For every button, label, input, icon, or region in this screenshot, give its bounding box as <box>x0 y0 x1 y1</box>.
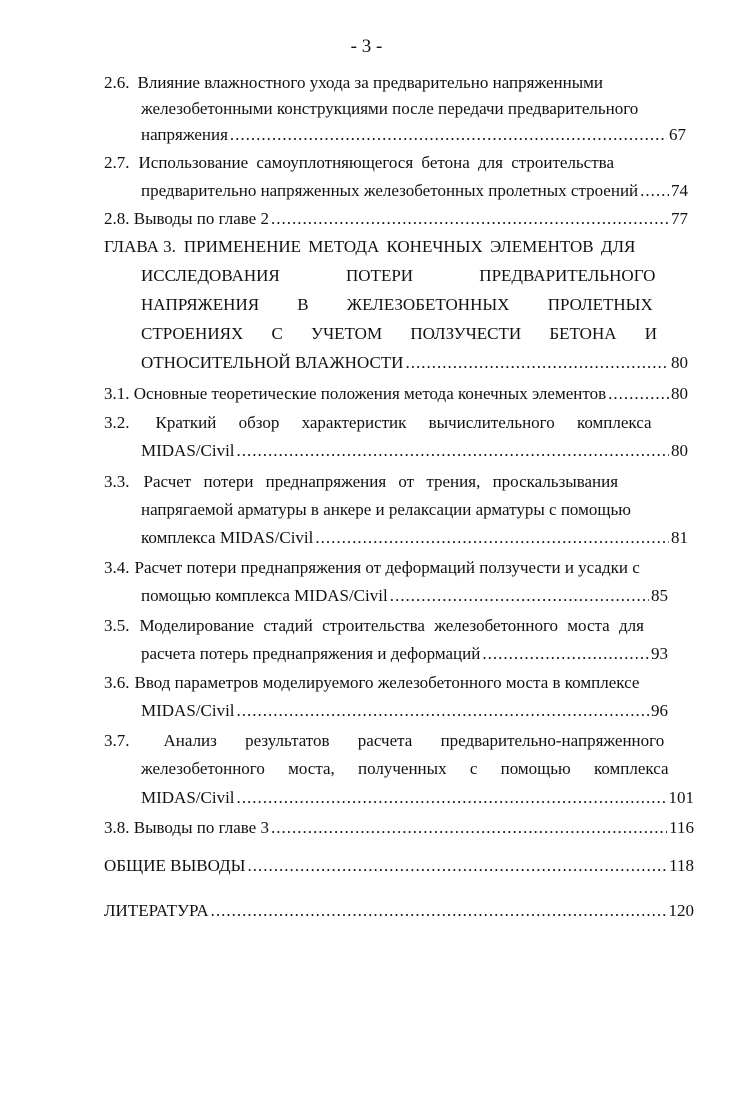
leader-dots <box>271 815 667 841</box>
leader-dots <box>640 178 669 204</box>
toc-entry-text: Анализ результатов расчета предварительно-напряженного <box>163 731 665 750</box>
toc-entry-text: напряжения <box>141 125 228 144</box>
toc-entry-3-3-line-2: напрягаемой арматуры в анкере и релаксации арматуры с помощью <box>141 500 631 519</box>
toc-entry-3-5-line-2 <box>141 641 668 667</box>
toc-entry-3-1 <box>104 381 688 407</box>
toc-entry-3-8 <box>104 815 694 841</box>
toc-entry-text: MIDAS/Civil <box>141 441 235 460</box>
toc-page-number: 118 <box>669 856 694 875</box>
toc-entry-text: Выводы по главе 3 <box>133 818 269 837</box>
toc-entry-number: 3.3. <box>104 472 130 491</box>
toc-chapter-3-line-3: НАПРЯЖЕНИЯ В ЖЕЛЕЗОБЕТОННЫХ ПРОЛЕТНЫХ <box>141 295 653 314</box>
toc-entry-text: Расчет потери преднапряжения от деформаций ползучести и усадки с <box>134 558 640 577</box>
toc-page-number: 80 <box>671 353 688 372</box>
toc-entry-text: предварительно напряженных железобетонных пролетных строений <box>141 181 639 200</box>
toc-entry-text: комплекса MIDAS/Civil <box>141 528 314 547</box>
toc-entry-2-8 <box>104 206 688 232</box>
toc-entry-text: MIDAS/Civil <box>141 701 235 720</box>
toc-entry-text: Краткий обзор характеристик вычислительного комплекса <box>155 413 652 432</box>
toc-chapter-3-line-5 <box>141 350 688 376</box>
toc-entry-number: 3.6. <box>104 673 130 692</box>
toc-entry-2-7-line-1 <box>104 150 656 176</box>
toc-entry-text: ПРИМЕНЕНИЕ МЕТОДА КОНЕЧНЫХ ЭЛЕМЕНТОВ ДЛЯ <box>183 237 636 256</box>
toc-entry-number: 3.1. <box>104 384 130 403</box>
leader-dots <box>315 525 669 551</box>
toc-entry-literature <box>104 898 694 924</box>
toc-page-number: 77 <box>671 209 688 228</box>
toc-page-number: 80 <box>671 441 688 460</box>
toc-entry-3-4-line-1 <box>104 555 664 581</box>
toc-entry-3-2-line-1 <box>104 410 656 436</box>
toc-page-number: 81 <box>671 528 688 547</box>
leader-dots <box>230 122 667 148</box>
toc-page-number: 74 <box>671 181 688 200</box>
toc-page-number: 80 <box>671 384 688 403</box>
leader-dots <box>390 583 649 609</box>
toc-entry-text: Основные теоретические положения метода конечных элементов <box>133 384 607 403</box>
toc-entry-text: ОБЩИЕ ВЫВОДЫ <box>104 856 246 875</box>
toc-entry-number: 3.2. <box>104 413 130 432</box>
toc-entry-3-7-line-2: железобетонного моста, полученных с помощью комплекса <box>141 759 669 778</box>
toc-entry-number: ГЛАВА 3. <box>104 237 176 256</box>
leader-dots <box>237 438 669 464</box>
leader-dots <box>482 641 649 667</box>
toc-entry-text: расчета потерь преднапряжения и деформаций <box>141 644 481 663</box>
toc-entry-3-3-line-1 <box>104 469 656 495</box>
toc-entry-number: 3.5. <box>104 616 130 635</box>
toc-entry-conclusions <box>104 853 694 879</box>
toc-entry-text: ОТНОСИТЕЛЬНОЙ ВЛАЖНОСТИ <box>141 353 404 372</box>
leader-dots <box>271 206 669 232</box>
toc-chapter-3-line-1 <box>104 234 656 260</box>
toc-entry-3-6-line-1 <box>104 670 664 696</box>
toc-entry-number: 2.8. <box>104 209 130 228</box>
toc-entry-3-7-line-1 <box>104 728 664 754</box>
toc-page-number: 120 <box>668 901 694 920</box>
toc-entry-text: помощью комплекса MIDAS/Civil <box>141 586 388 605</box>
toc-entry-3-3-line-3 <box>141 525 688 551</box>
toc-entry-number: 2.7. <box>104 153 130 172</box>
toc-entry-text: Использование самоуплотняющегося бетона для строительства <box>138 153 615 172</box>
toc-entry-number: 2.6. <box>104 73 130 92</box>
toc-entry-2-6-line-2: железобетонными конструкциями после передачи предварительного <box>141 99 639 118</box>
toc-chapter-3-line-4: СТРОЕНИЯХ С УЧЕТОМ ПОЛЗУЧЕСТИ БЕТОНА И <box>141 324 658 343</box>
toc-page-number: 67 <box>669 125 686 144</box>
leader-dots <box>608 381 669 407</box>
toc-entry-text: Выводы по главе 2 <box>133 209 269 228</box>
toc-entry-2-6-line-1 <box>104 70 656 96</box>
toc-page-number: 116 <box>669 818 694 837</box>
leader-dots <box>247 853 667 879</box>
leader-dots <box>211 898 667 924</box>
toc-entry-2-7-line-2 <box>141 178 688 204</box>
toc-entry-3-2-line-2 <box>141 438 688 464</box>
toc-chapter-3-line-2: ИССЛЕДОВАНИЯ ПОТЕРИ ПРЕДВАРИТЕЛЬНОГО <box>141 266 656 285</box>
toc-entry-text: Влияние влажностного ухода за предварительно напряженными <box>137 73 603 92</box>
toc-entry-text: ЛИТЕРАТУРА <box>104 901 209 920</box>
toc-page-number: 101 <box>668 788 694 807</box>
toc-entry-text: MIDAS/Civil <box>141 788 235 807</box>
toc-page-number: 96 <box>651 701 668 720</box>
leader-dots <box>237 698 649 724</box>
toc-entry-2-6-line-3 <box>141 122 686 148</box>
toc-entry-number: 3.4. <box>104 558 130 577</box>
toc-entry-text: Ввод параметров моделируемого железобетонного моста в комплексе <box>134 673 640 692</box>
toc-entry-text: Расчет потери преднапряжения от трения, проскальзывания <box>143 472 619 491</box>
toc-entry-3-5-line-1 <box>104 613 664 639</box>
leader-dots <box>237 785 667 811</box>
toc-entry-number: 3.8. <box>104 818 130 837</box>
toc-entry-3-7-line-3 <box>141 785 694 811</box>
toc-entry-3-4-line-2 <box>141 583 668 609</box>
page-number: - 3 - <box>350 36 383 57</box>
toc-page-number: 93 <box>651 644 668 663</box>
toc-entry-text: Моделирование стадий строительства железобетонного моста для <box>139 616 644 635</box>
leader-dots <box>405 350 669 376</box>
toc-entry-3-6-line-2 <box>141 698 668 724</box>
toc-page-number: 85 <box>651 586 668 605</box>
toc-entry-number: 3.7. <box>104 731 130 750</box>
